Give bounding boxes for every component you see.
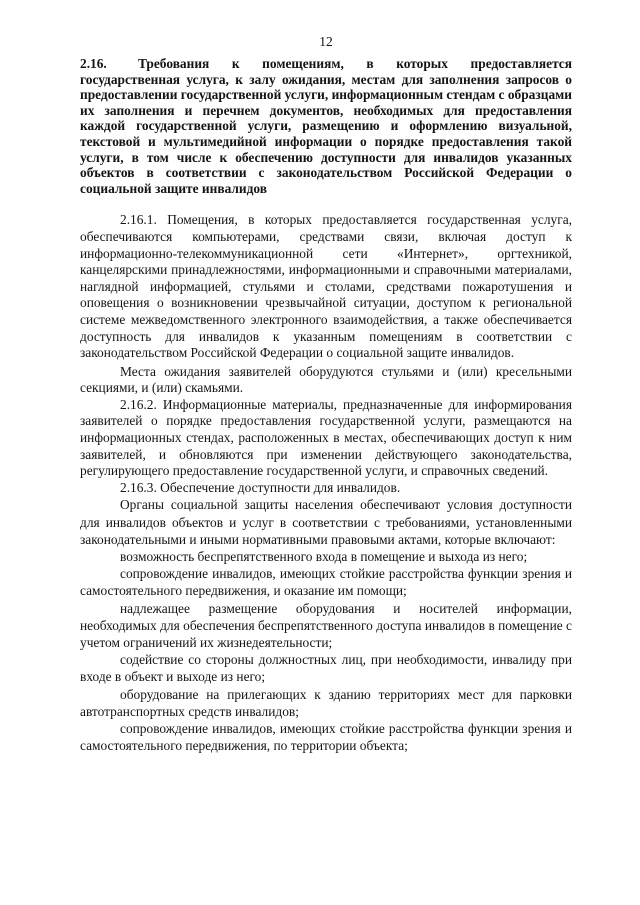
paragraph-2-16-3: 2.16.3. Обеспечение доступности для инвалидов. [120,479,401,495]
list-item-parking: оборудование на прилегающих к зданию территориях мест для парковки автотранспортных средств инвалидов; [80,686,572,719]
list-item-equipment-placement: надлежащее размещение оборудования и носителей информации, необходимых для обеспечения беспрепятственного доступа инвалидов в помещение с учетом ограничений их жизнедеятельности; [80,600,572,651]
spacer [80,196,572,212]
paragraph-2-16-2: 2.16.2. Информационные материалы, предназначенные для информирования заявителей о порядке предоставления государственной услуги, размещаются на информационных стендах, расположенных в местах, обеспечивающих доступ к ним заявителей, и обновляются при изменении действующего законодательства, регулирующего предоставление государственной услуги, и справочных сведений. [80,396,572,479]
list-item-entrance: возможность беспрепятственного входа в помещение и выхода из него; [120,549,528,565]
section-heading [80,56,572,196]
section-heading-text: Требования к помещениям, в которых предоставляется государственная услуга, к залу ожидания, местам для заполнения запросов о предоставлении государственной услуги, информационным стендам с образцами их заполнения и перечнем документов, необходимых для предоставления каждой государственной услуги, размещению и оформлению визуальной, текстовой и мультимедийной информации о порядке предоставления такой услуги, в том числе к обеспечению доступности для инвалидов указанных объектов в соответствии с законодательством Российской Федерации о социальной защите инвалидов [80,56,572,196]
list-item-assistance: содействие со стороны должностных лиц, при необходимости, инвалиду при входе в объект и выходе из него; [80,652,572,685]
list-item-territory-escort: сопровождение инвалидов, имеющих стойкие расстройства функции зрения и самостоятельного передвижения, по территории объекта; [80,721,572,754]
paragraph-waiting-areas: Места ожидания заявителей оборудуются стульями и (или) кресельными секциями, и (или) скамьями. [80,363,572,396]
list-item-escort: сопровождение инвалидов, имеющих стойкие расстройства функции зрения и самостоятельного передвижения, и оказание им помощи; [80,566,572,599]
page-number: 12 [319,34,333,49]
paragraph-2-16-1: 2.16.1. Помещения, в которых предоставляется государственная услуга, обеспечиваются компьютерами, средствами связи, включая доступ к информационно-телекоммуникационной сети «Интернет», оргтехникой, канцелярскими принадлежностями, информационными и справочными материалами, наглядной информацией, стульями и столами, средствами пожаротушения и оповещения о возникновении чрезвычайной ситуации, доступом к региональной системе межведомственного электронного взаимодействия, а также обеспечивается доступность для инвалидов к указанным помещениям в соответствии с законодательством Российской Федерации о социальной защите инвалидов. [80,212,572,361]
section-number: 2.16. [80,56,107,71]
paragraph-accessibility-conditions: Органы социальной защиты населения обеспечивают условия доступности для инвалидов объектов и услуг в соответствии с требованиями, установленными законодательными и иными нормативными правовыми актами, которые включают: [80,497,572,547]
